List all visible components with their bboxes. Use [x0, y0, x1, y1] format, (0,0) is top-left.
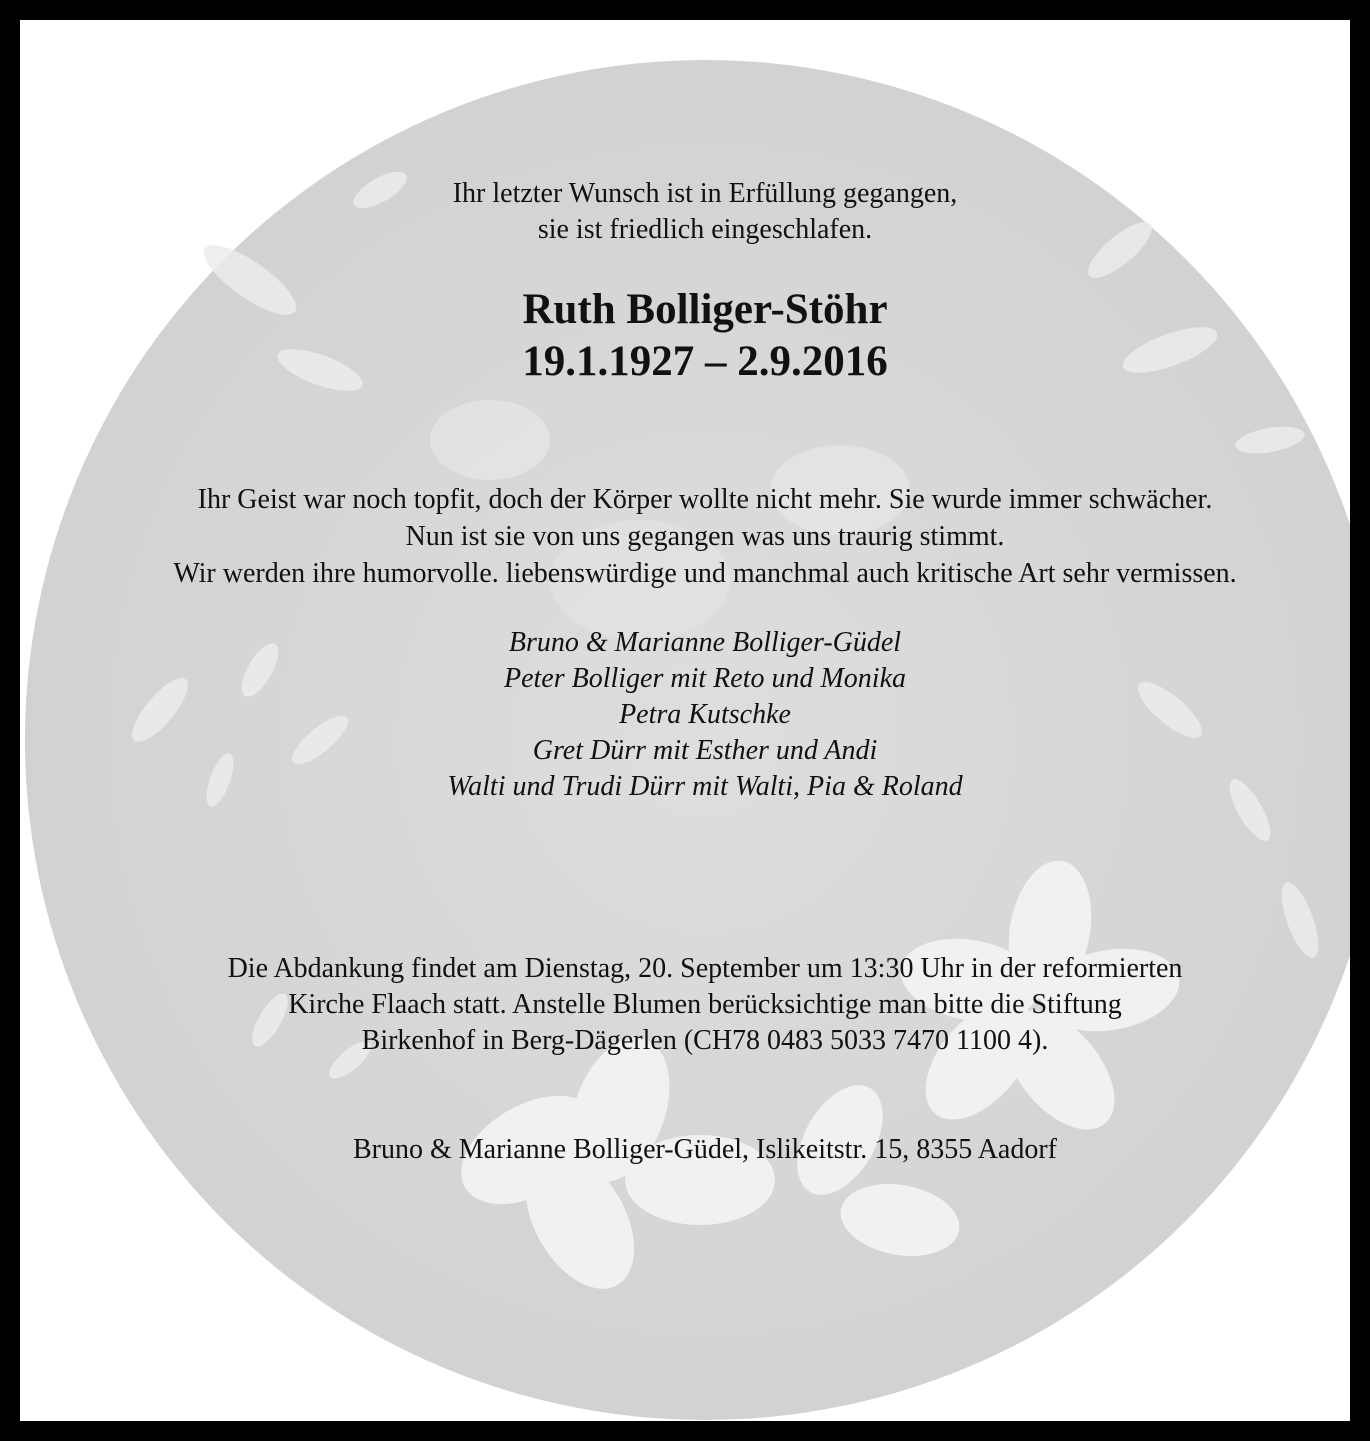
message-line-3: Wir werden ihre humorvolle. liebenswürdige und manchmal auch kritische Art sehr vermissen.: [173, 558, 1237, 589]
mourner-entry: Petra Kutschke: [619, 699, 791, 730]
service-line-3: Birkenhof in Berg-Dägerlen (CH78 0483 5033 7470 1100 4).: [361, 1025, 1049, 1056]
message-line-1: Ihr Geist war noch topfit, doch der Körper wollte nicht mehr. Sie wurde immer schwächer.: [197, 484, 1213, 515]
service-notice: [40, 951, 1370, 1059]
contact-address: Bruno & Marianne Bolliger-Güdel, Islikeitstr. 15, 8355 Aadorf: [353, 1134, 1057, 1165]
mourner-entry: Peter Bolliger mit Reto und Monika: [503, 663, 907, 694]
service-line-1: Die Abdankung findet am Dienstag, 20. September um 13:30 Uhr in der reformierten: [227, 953, 1183, 984]
intro-verse: [40, 176, 1370, 248]
intro-line-2: sie ist friedlich eingeschlafen.: [537, 214, 873, 245]
deceased-dates: 19.1.1927 – 2.9.2016: [522, 338, 888, 385]
mourner-entry: Gret Dürr mit Esther und Andi: [532, 735, 878, 766]
deceased-name: Ruth Bolliger-Stöhr: [522, 286, 888, 333]
service-line-2: Kirche Flaach statt. Anstelle Blumen berücksichtige man bitte die Stiftung: [288, 989, 1122, 1020]
message-line-2: Nun ist sie von uns gegangen was uns traurig stimmt.: [405, 521, 1005, 552]
mourner-entry: Walti und Trudi Dürr mit Walti, Pia & Roland: [447, 771, 963, 802]
mourners-list: [40, 625, 1370, 805]
intro-line-1: Ihr letzter Wunsch ist in Erfüllung gegangen,: [452, 178, 958, 209]
tribute-message: [40, 481, 1370, 592]
mourner-entry: Bruno & Marianne Bolliger-Güdel: [508, 627, 902, 658]
